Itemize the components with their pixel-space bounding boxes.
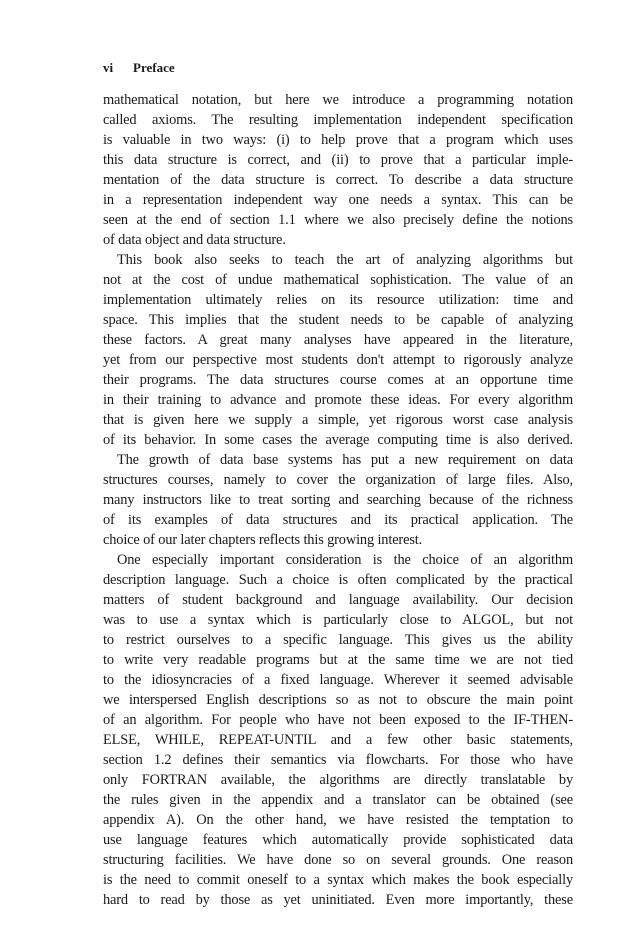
text-line: ELSE, WHILE, REPEAT-UNTIL and a few other basic statements, — [103, 732, 573, 748]
text-line: appendix A). On the other hand, we have resisted the temptation to — [103, 812, 573, 828]
text-line: matters of student background and language availability. Our decision — [103, 592, 573, 608]
running-head — [103, 60, 573, 82]
text-line: the rules given in the appendix and a translator can be obtained (see — [103, 792, 573, 808]
text-line: structures courses, namely to cover the organization of large files. Also, — [103, 472, 573, 488]
text-line: mentation of the data structure is correct. To describe a data structure — [103, 172, 573, 188]
running-title: Preface — [133, 60, 175, 75]
text-line: this data structure is correct, and (ii) to prove that a particular imple- — [103, 152, 573, 168]
text-line: not at the cost of undue mathematical sophistication. The value of an — [103, 272, 573, 288]
text-line: only FORTRAN available, the algorithms are directly translatable by — [103, 772, 573, 788]
page-number: vi — [103, 60, 114, 75]
text-line: of data object and data structure. — [103, 232, 286, 248]
text-line: these factors. A great many analyses have appeared in the literature, — [103, 332, 573, 348]
text-line: choice of our later chapters reflects this growing interest. — [103, 532, 423, 548]
text-line: is valuable in two ways: (i) to help prove that a program which uses — [103, 132, 573, 148]
text-line: their programs. The data structures course comes at an opportune time — [103, 372, 573, 388]
text-line: we interspersed English descriptions so as not to obscure the main point — [103, 692, 573, 708]
text-line: description language. Such a choice is often complicated by the practical — [103, 572, 573, 588]
text-line: is the need to commit oneself to a syntax which makes the book especially — [103, 872, 573, 888]
text-line: structuring facilities. We have done so on several grounds. One reason — [103, 852, 573, 868]
text-line: implementation ultimately relies on its resource utilization: time and — [103, 292, 573, 308]
page — [103, 60, 573, 910]
text-line: of its examples of data structures and its practical application. The — [103, 512, 573, 528]
text-line: of an algorithm. For people who have not been exposed to the IF-THEN- — [103, 712, 573, 728]
text-line: section 1.2 defines their semantics via flowcharts. For those who have — [103, 752, 573, 768]
body-text — [103, 90, 573, 910]
text-line: to restrict ourselves to a specific language. This gives us the ability — [103, 632, 573, 648]
text-line: use language features which automatically provide sophisticated data — [103, 832, 573, 848]
text-line: One especially important consideration is the choice of an algorithm — [117, 552, 573, 568]
text-line: The growth of data base systems has put a new requirement on data — [117, 452, 573, 468]
text-line: called axioms. The resulting implementation independent specification — [103, 112, 573, 128]
text-line: of its behavior. In some cases the average computing time is also derived. — [103, 432, 573, 448]
text-line: was to use a syntax which is particularly close to ALGOL, but not — [103, 612, 573, 628]
text-line: in their training to advance and promote these ideas. For every algorithm — [103, 392, 573, 408]
text-line: yet from our perspective most students don't attempt to rigorously analyze — [103, 352, 573, 368]
text-line: to the idiosyncracies of a fixed language. Wherever it seemed advisable — [103, 672, 573, 688]
text-line: in a representation independent way one needs a syntax. This can be — [103, 192, 573, 208]
text-line: seen at the end of section 1.1 where we also precisely define the notions — [103, 212, 573, 228]
text-line: This book also seeks to teach the art of analyzing algorithms but — [117, 252, 573, 268]
text-line: mathematical notation, but here we introduce a programming notation — [103, 92, 573, 108]
text-line: that is given here we supply a simple, yet rigorous worst case analysis — [103, 412, 573, 428]
text-line: hard to read by those as yet uninitiated. Even more importantly, these — [103, 892, 573, 908]
text-line: many instructors like to treat sorting and searching because of the richness — [103, 492, 573, 508]
text-line: to write very readable programs but at the same time we are not tied — [103, 652, 573, 668]
text-line: space. This implies that the student needs to be capable of analyzing — [103, 312, 573, 328]
